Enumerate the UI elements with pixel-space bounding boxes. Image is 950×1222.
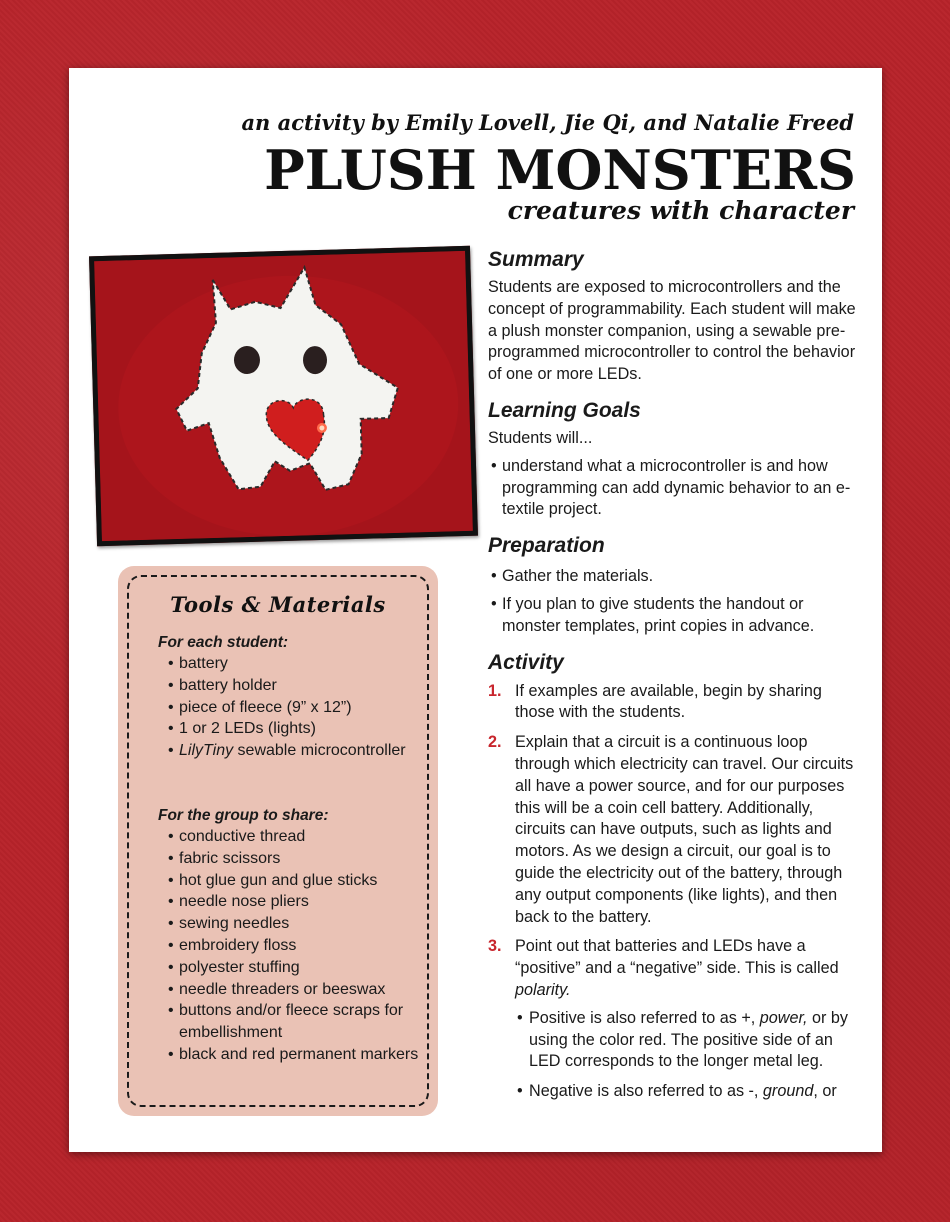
list-item [168, 740, 428, 762]
summary-text: Students are exposed to microcontrollers and the concept of programmability. Each student will make a plush monster companion, using a sewable pre-programmed microcontroller to control the behavior of one or more LEDs. [488, 278, 856, 384]
activity-steps [488, 681, 860, 1103]
preparation-section [488, 532, 860, 637]
sub-text: Negative is also referred to as -, [529, 1082, 763, 1101]
activity-step [488, 936, 860, 1103]
each-student-group [158, 632, 428, 762]
sub-emphasis: power, [759, 1008, 808, 1027]
step-text: Point out that batteries and LEDs have a “positive” and a “negative” side. This is called [515, 937, 839, 978]
list-item: • Gather the materials. [488, 566, 860, 588]
tools-title: Tools & Materials [170, 592, 386, 617]
activity-heading: Activity [488, 650, 564, 674]
tagline: creatures with character [507, 196, 854, 225]
each-student-heading: For each student: [158, 634, 289, 651]
step-emphasis: polarity. [515, 980, 571, 999]
plush-monster-photo [89, 246, 478, 547]
list-item: • hot glue gun and glue sticks [168, 870, 428, 892]
list-item: • 1 or 2 LEDs (lights) [168, 718, 428, 740]
list-item: • understand what a microcontroller is and how programming can add dynamic behavior to an e-textile project. [488, 456, 860, 521]
list-item: • sewing needles [168, 913, 428, 935]
list-item [515, 1008, 860, 1073]
summary-section [488, 246, 860, 386]
learning-goals-list [488, 456, 860, 521]
group-share-heading: For the group to share: [158, 807, 329, 824]
list-item: • If you plan to give students the handout or monster templates, print copies in advance. [488, 594, 860, 638]
list-item: • fabric scissors [168, 848, 428, 870]
summary-heading: Summary [488, 248, 584, 271]
activity-step [488, 681, 860, 725]
sub-text: or by using the color red. The positive side of an LED corresponds to the longer metal leg. [529, 1008, 848, 1071]
step-text: If examples are available, begin by sharing those with the students. [515, 681, 822, 722]
learning-goals-intro: Students will... [488, 428, 593, 447]
learning-goals-section [488, 397, 860, 521]
plush-monster-image [94, 251, 473, 541]
sub-text: , or [813, 1082, 837, 1101]
step-text: Explain that a circuit is a continuous loop through which electricity can travel. Our circuits all have a power source, and for our purposes this will be a coin cell battery. Additionally, circuits can have outputs, such as lights and motors. As we design a circuit, our goal is to guide the electricity out of the battery, through any output components (like lights), and then back to the battery. [515, 733, 854, 926]
list-item [515, 1081, 860, 1103]
step-number: 2. [488, 733, 502, 752]
activity-section [488, 649, 860, 1103]
lilytiny-desc: sewable microcontroller [233, 742, 406, 760]
list-item: • battery holder [168, 675, 428, 697]
learning-goals-heading: Learning Goals [488, 398, 641, 422]
list-item: • polyester stuffing [168, 957, 428, 979]
list-item: • black and red permanent markers [168, 1044, 428, 1066]
preparation-list [488, 566, 860, 637]
group-share-group [158, 805, 428, 1066]
tools-materials-box [118, 566, 438, 1116]
list-item: • embroidery floss [168, 935, 428, 957]
sub-text: Positive is also referred to as +, [529, 1008, 760, 1027]
list-item: • conductive thread [168, 826, 428, 848]
list-item: • buttons and/or fleece scraps for embellishment [168, 1000, 428, 1044]
byline: an activity by Emily Lovell, Jie Qi, and Natalie Freed [241, 110, 854, 135]
list-item: • piece of fleece (9” x 12”) [168, 697, 428, 719]
step-number: 3. [488, 937, 502, 956]
each-student-list [158, 653, 428, 762]
page-title: PLUSH MONSTERS [264, 138, 856, 202]
polarity-list [515, 1008, 860, 1103]
lilytiny-name: LilyTiny [179, 742, 234, 760]
list-item: • needle nose pliers [168, 891, 428, 913]
sub-emphasis: ground [762, 1082, 814, 1101]
content-column [488, 246, 860, 1114]
list-item: • battery [168, 653, 428, 675]
activity-page [69, 68, 882, 1152]
step-number: 1. [488, 681, 502, 700]
activity-step [488, 732, 860, 928]
preparation-heading: Preparation [488, 534, 605, 558]
list-item: • needle threaders or beeswax [168, 979, 428, 1001]
group-share-list [158, 826, 428, 1066]
